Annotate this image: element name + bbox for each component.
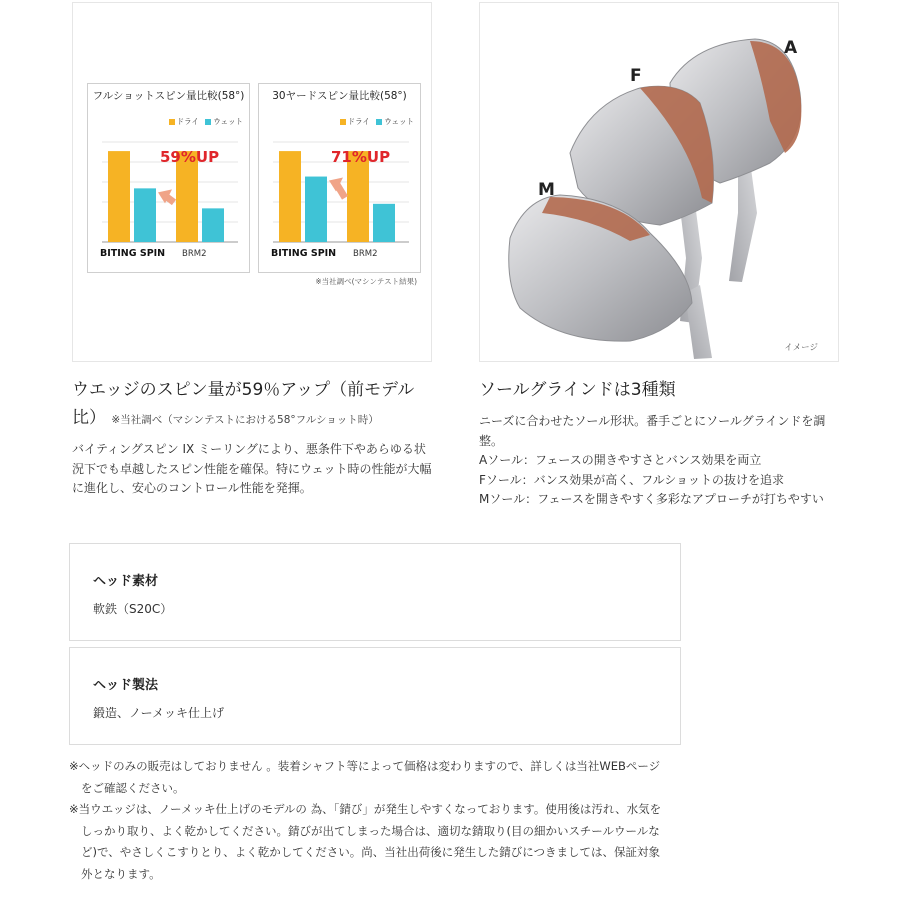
spec-label: ヘッド素材: [93, 574, 159, 589]
sole-line-m: Mソール：フェースを開きやすく多彩なアプローチが打ちやすい: [479, 492, 824, 506]
category-label: BITING SPIN: [271, 248, 337, 259]
bar-wet: [202, 208, 224, 242]
increase-annotation: 71%UP: [331, 148, 391, 166]
label-m: M: [538, 180, 555, 200]
legend-label-wet: ウェット: [384, 117, 414, 126]
thirty-yard-chart-plot: [259, 124, 422, 274]
thirty-yard-chart-card: [258, 83, 421, 273]
spec-value: 鍛造、ノーメッキ仕上げ: [93, 706, 225, 720]
legend-label-wet: ウェット: [213, 117, 243, 126]
spin-chart-panel: [72, 2, 432, 362]
spec-value: 軟鉄（S20C）: [93, 602, 173, 616]
note-item: ※ヘッドのみの販売はしておりません 。装着シャフト等によって価格は変わりますので、詳しくは当社WEBページをご確認ください。: [69, 759, 661, 795]
legend-label-dry: ドライ: [347, 117, 370, 126]
category-label: BITING SPIN: [100, 248, 166, 259]
sole-line-a: Aソール：フェースの開きやすさとバンス効果を両立: [479, 453, 762, 467]
sole-line: ニーズに合わせたソール形状。番手ごとにソールグラインドを調整。: [479, 414, 826, 448]
spin-section-title: [72, 376, 432, 434]
chart-title: フルショットスピン量比較(58°): [92, 90, 245, 102]
category-label: BRM2: [182, 249, 207, 259]
label-a: A: [784, 38, 798, 58]
spec-head-material: [69, 543, 681, 641]
spin-title-note: ※当社調べ（マシンテストにおける58°フルショット時）: [111, 414, 379, 426]
sole-section-title: ソールグラインドは3種類: [479, 380, 676, 400]
spec-label: ヘッド製法: [93, 678, 159, 693]
image-caption: イメージ: [784, 343, 818, 353]
source-note: ※当社調べ(マシンテスト結果): [315, 277, 417, 286]
chart-title: 30ヤードスピン量比較(58°): [272, 90, 407, 102]
notes: [69, 756, 669, 885]
category-label: BRM2: [353, 249, 378, 259]
sole-section-body: [479, 412, 839, 510]
wedge-image-panel: [479, 2, 839, 362]
bar-wet: [305, 177, 327, 242]
full-shot-chart-card: [87, 83, 250, 273]
bar-dry: [108, 151, 130, 242]
label-f: F: [630, 66, 642, 86]
bar-wet: [134, 188, 156, 242]
spin-title-text: ウエッジのスピン量が59％アップ（前モデル比）: [72, 380, 415, 428]
legend-label-dry: ドライ: [176, 117, 199, 126]
sole-line-f: Fソール：バンス効果が高く、フルショットの抜けを追求: [479, 472, 785, 487]
full-shot-chart-plot: [88, 124, 251, 274]
spin-section-body: バイティングスピン IX ミーリングにより、悪条件下やあらゆる状況下でも卓越したスピン性能を確保。特にウェット時の性能が大幅に進化し、安心のコントロール性能を発揮。: [72, 442, 432, 495]
bar-dry: [279, 151, 301, 242]
wedge-heads-illustration: [480, 3, 838, 361]
spec-head-process: [69, 647, 681, 745]
note-item: ※当ウエッジは、ノーメッキ仕上げのモデルの 為、「錆び」が発生しやすくなっております。使用後は汚れ、水気をしっかり取り、よく乾かしてください。錆びが出てしまった場合は、適切な錆取り(目の細かいスチールウールなど)で、やさしくこすりとり、よく乾かしてください。尚、当社出荷後に発生した錆びにつきましては、保証対象外となります。: [69, 802, 662, 881]
bar-wet: [373, 204, 395, 242]
increase-annotation: 59%UP: [160, 148, 220, 166]
